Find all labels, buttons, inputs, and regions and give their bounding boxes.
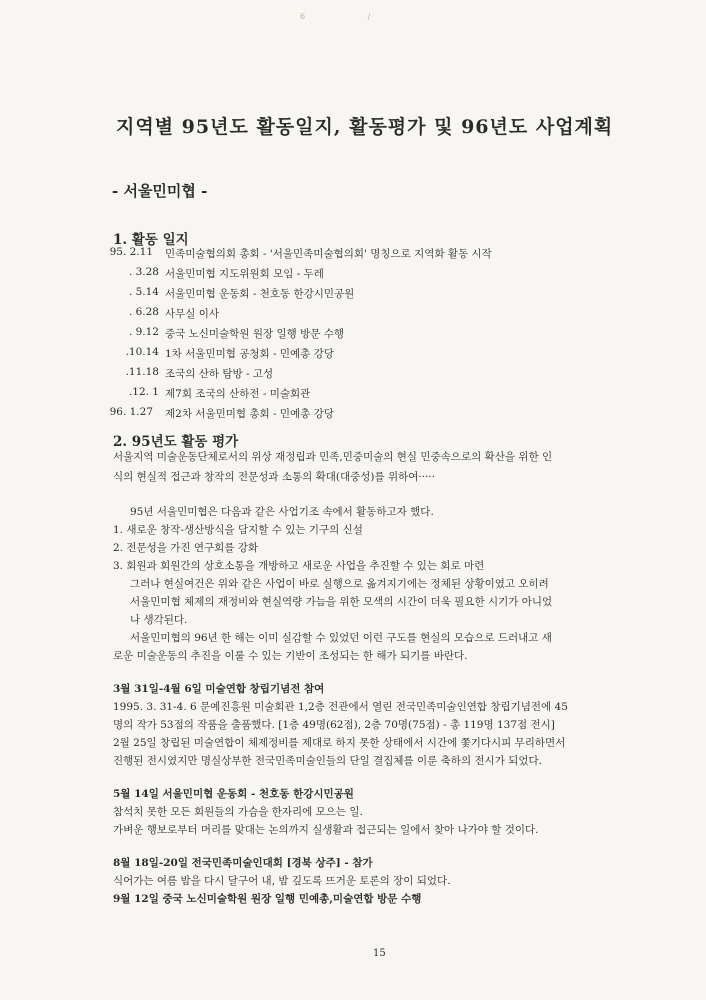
section2-body-line: 나 생각된다. bbox=[130, 614, 188, 626]
section2-body-line: 서울민미협의 96년 한 해는 이미 실감할 수 있었던 이런 구도를 현실의 모습으로 드러내고 새 bbox=[130, 632, 552, 644]
section2-heading: 2. 95년도 활동 평가 bbox=[113, 434, 239, 450]
event3-heading: 8월 18일-20일 전국민족미술인대회 [경북 상주] - 참가 bbox=[113, 857, 373, 869]
timeline-text: 조국의 산하 탐방 - 고성 bbox=[165, 368, 274, 380]
section2-body-line: 로운 미술운동의 추진을 이룰 수 있는 기반이 조성되는 한 해가 되기를 바란다. bbox=[113, 650, 468, 662]
section2-list-item: 3. 회원과 회원간의 상호소통을 개방하고 새로운 사업을 추진할 수 있는 회로 마련 bbox=[113, 560, 485, 572]
page-subtitle: - 서울민미협 - bbox=[112, 182, 208, 200]
section1-heading: 1. 활동 일지 bbox=[113, 232, 189, 248]
timeline-date: .11.18 bbox=[125, 366, 159, 378]
timeline-date: 96. 1.27 bbox=[109, 406, 153, 418]
event2-line: 참석치 못한 모든 회원들의 가슴을 한자리에 모으는 일. bbox=[113, 806, 363, 818]
timeline-text: 사무실 이사 bbox=[165, 308, 220, 320]
timeline-text: 제7회 조국의 산하전 - 미술회관 bbox=[165, 388, 311, 400]
event3-line: 식어가는 여름 밤을 다시 달구어 내, 밤 깊도록 뜨거운 토론의 장이 되었다. bbox=[113, 875, 451, 887]
timeline-date: 95. 2.11 bbox=[109, 246, 153, 258]
timeline-date: . 5.14 bbox=[128, 286, 159, 298]
section2-intro-line: 서울지역 미술운동단체로서의 위상 재정립과 민족,민중미술의 현실 민중속으로의 확산을 위한 인 bbox=[113, 451, 553, 463]
event2-line: 가벼운 행보로부터 머리를 맞대는 논의까지 실생활과 접근되는 일에서 찾아 나가야 할 것이다. bbox=[113, 824, 539, 836]
timeline-date: . 6.28 bbox=[128, 306, 159, 318]
timeline-text: 민족미술협의회 총회 - '서울민족미술협의회' 명칭으로 지역화 활동 시작 bbox=[165, 248, 492, 260]
timeline-text: 서울민미협 지도위원회 모임 - 두레 bbox=[165, 268, 324, 280]
section2-list-item: 2. 전문성을 가진 연구회를 강화 bbox=[113, 542, 259, 554]
page-title: 지역별 95년도 활동일지, 활동평가 및 96년도 사업계획 bbox=[116, 116, 614, 138]
timeline-text: 제2차 서울민미협 총회 - 민예총 강당 bbox=[165, 408, 334, 420]
event2-heading: 5월 14일 서울민미협 운동회 - 천호동 한강시민공원 bbox=[113, 788, 354, 800]
event4-heading: 9월 12일 중국 노신미술학원 원장 일행 민예총,미술연합 방문 수행 bbox=[113, 893, 422, 905]
timeline-date: .12. 1 bbox=[128, 386, 159, 398]
section2-body-line: 그러나 현실여건은 위와 같은 사업이 바로 실행으로 옮겨지기에는 정체된 상황이였고 오히려 bbox=[130, 578, 549, 590]
event1-line: 진행된 전시였지만 명실상부한 전국민족미술인들의 단일 결집체를 이룬 축하의 전시가 되었다. bbox=[113, 755, 542, 767]
timeline-text: 1차 서울민미협 공청회 - 민예총 강당 bbox=[165, 348, 334, 360]
timeline-text: 서울민미협 운동회 - 천호동 한강시민공원 bbox=[165, 288, 355, 300]
timeline-date: . 3.28 bbox=[128, 266, 159, 278]
timeline-date: .10.14 bbox=[125, 346, 159, 358]
timeline-text: 중국 노신미술학원 원장 일행 방문 수행 bbox=[165, 328, 344, 340]
section2-intro-line: 식의 현실적 접근과 창작의 전문성과 소통의 확대(대중성)를 위하여····· bbox=[113, 471, 436, 483]
timeline-date: . 9.12 bbox=[128, 326, 159, 338]
event1-heading: 3월 31일-4월 6일 미술연합 창립기념전 참여 bbox=[113, 683, 325, 695]
section2-body-line: 서울민미협 체제의 재정비와 현실역량 가늠을 위한 모색의 시간이 더욱 필요한 시기가 아니었 bbox=[130, 596, 553, 608]
event1-line: 2월 25일 창립된 미술연합이 체제정비를 제대로 하지 못한 상태에서 시간에 쫓기다시피 무리하면서 bbox=[113, 737, 566, 749]
section2-body-line: 95년 서울민미협은 다음과 같은 사업기조 속에서 활동하고자 했다. bbox=[130, 506, 434, 518]
event1-line: 명의 작가 53점의 작품을 출품했다. [1층 49명(62점), 2층 70명(75점) - 총 119명 137점 전시] bbox=[113, 719, 555, 731]
section2-list-item: 1. 새로운 창작-생산방식을 담지할 수 있는 기구의 신설 bbox=[113, 524, 363, 536]
top-marks: 6 / bbox=[300, 12, 401, 21]
page-number: 15 bbox=[373, 948, 386, 959]
event1-line: 1995. 3. 31-4. 6 문예진흥원 미술회관 1,2층 전관에서 열린 전국민족미술인연합 창립기념전에 45 bbox=[113, 701, 568, 713]
